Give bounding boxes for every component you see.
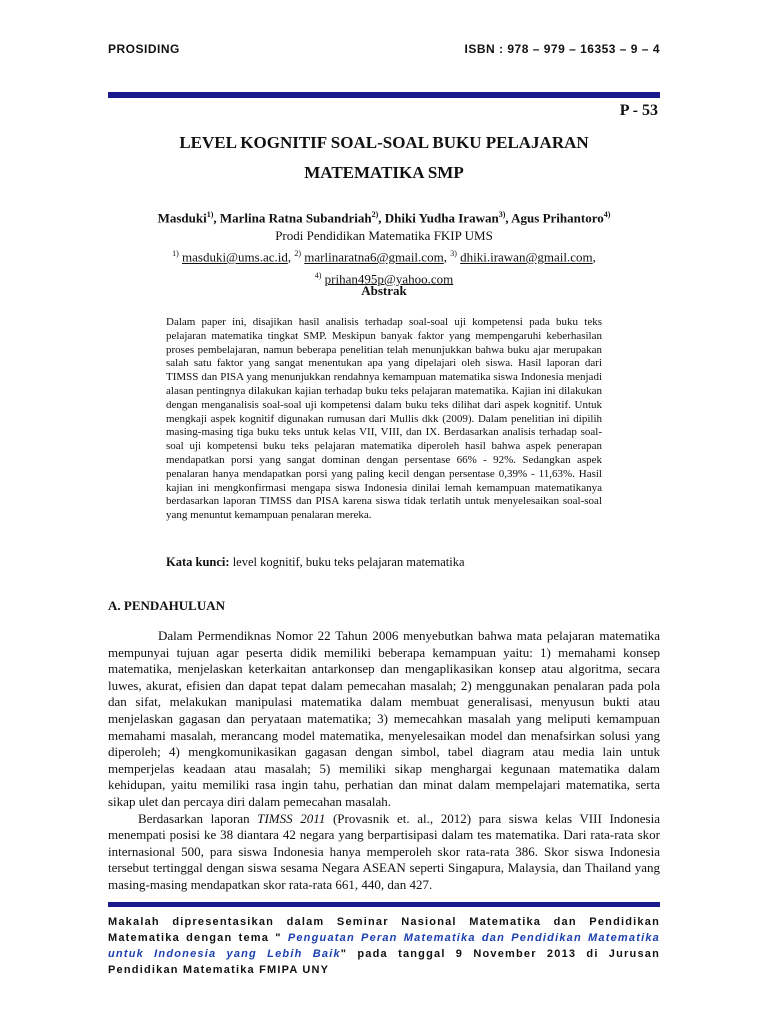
email-sup: 4) [314,270,322,280]
body-text [108,628,660,894]
page-label: P - 53 [619,102,658,119]
paragraph-italic: TIMSS 2011 [257,810,326,826]
affiliation: Prodi Pendidikan Matematika FKIP UMS [275,228,493,244]
paragraph [108,811,660,894]
page-header [108,42,660,60]
abstract-heading: Abstrak [361,283,407,298]
author-names: Masduki$^{1)}$, Marlina Ratna Subandriah$^{2)}$, Dhiki Yudha Irawan$^{3)}$, Agus Prihantoro$^{4)}$ [157,210,611,226]
email-sup: 1) [172,249,179,259]
title-line-2: MATEMATIKA SMP [304,163,464,182]
email-link[interactable]: prihan495p@yahoo.com [324,270,454,286]
footer-note [108,914,660,978]
paragraph: Dalam Permendiknas Nomor 22 Tahun 2006 menyebutkan bahwa mata pelajaran matematika mempunyai tujuan agar peserta didik memiliki beberapa kemampuan yaitu: 1) memahami konsep matematika, menjelaskan keterkaitan antarkonsep dan mengaplikasikan konsep atau algoritma, secara luwes, akurat, efisien dan dapat tepat dalam pemecahan masalah; 2) menggunakan penalaran pada pola dan sifat, melakukan manipulasi matematika dalam membuat generalisasi, menyusun bukti atau menjelaskan gagasan dan peryataan matematika; 3) memecahkan masalah yang meliputi kemampuan memahami masalah, merancang model matematika, menyelesaikan model dan menafsirkan solusi yang diperoleh; 4) mengkomunikasikan gagasan dengan simbol, tabel diagram atau media lain untuk memperjelas keadaan atau masalah; 5) memiliki sikap menghargai kegunaan matematika dalam kehidupan, yaitu memiliki rasa ingin tahu, perhatian dan minat dalam mempelajari matematika, serta sikap ulet dan percaya diri dalam pemecahan masalah. [108,628,660,809]
author-block [108,206,660,288]
author-sup: 3) [498,210,506,219]
email-link[interactable]: dhiki.irawan@gmail.com [460,249,593,265]
abstract-text: Dalam paper ini, disajikan hasil analisis terhadap soal-soal uji kompetensi pada buku teks pelajaran matematika tingkat SMP. Meskipun banyak faktor yang mempengaruhi keberhasilan proses pembelajaran, namun beberapa penelitian telah menunjukkan bahwa buku ajar merupakan salah satu faktor yang sangat menentukan apa yang dipelajari oleh siswa. Hasil laporan dari TIMSS dan PISA yang menunjukkan rendahnya kemampuan matematika siswa Indonesia menjadi alasan pentingnya dilakukan kajian terhadap buku teks pelajaran matematika. Kajian ini dilakukan dengan menganalisis soal-soal uji kompetensi dalam buku teks dilihat dari aspek kognitif. Untuk mengkaji aspek kognitif digunakan rumusan dari Mullis dkk (2009). Dalam penelitian ini dipilih masing-masing tiga buku teks untuk kelas VII, VIII, dan IX. Berdasarkan analisis terhadap soal-soal uji kompetensi buku teks pelajaran matematika diperoleh hasil bahwa aspek penerapan mendapatkan porsi yang sangat dominan dengan persentase 66% - 92%. Sedangkan aspek penalaran hanya mendapatkan porsi yang paling kecil dengan persentase 0,39% - 11,63%. Hasil kajian ini mengkonfirmasi mengapa siswa Indonesia dinilai lemah kemampuan matematikanya berdasarkan laporan TIMSS dan PISA karena siswa tidak terlatih untuk menyelesaikan soal-soal yang menuntut kemampuan penalaran mereka. [166,316,602,522]
author-name: Agus Prihantoro [511,210,604,226]
email-sup: 2) [294,249,302,259]
author-name: Dhiki Yudha Irawan [384,210,499,226]
author-name: Masduki [157,210,207,226]
paragraph-text: (Provasnik et. al., 2012) para siswa kelas VIII Indonesia menempati posisi ke 38 diantara 42 negara yang berpartisipasi dalam tes matematika. Dari rata-rata skor internasional 500, para siswa Indonesia hanya memperoleh skor rata-rata 386. Skor siswa Indonesia tersebut tertinggal dengan siswa sesama Negara ASEAN seperti Singapura, Malaysia, dan Thailand yang masing-masing mendapatkan skor rata-rata 661, 440, dan 427. [108,810,660,892]
author-sup: 4) [603,210,611,219]
footer-theme: Penguatan Peran Matematika dan Pendidikan Matematika untuk Indonesia yang Lebih Baik [108,932,660,960]
email-sup: 3) [450,249,457,259]
section-heading: A. PENDAHULUAN [108,598,225,613]
keywords-text: level kognitif, buku teks pelajaran matematika [229,555,465,569]
keywords-label: Kata kunci: [166,555,230,569]
paper-title [108,128,660,188]
proceedings-label: PROSIDING [108,42,180,56]
title-line-1: LEVEL KOGNITIF SOAL-SOAL BUKU PELAJARAN [179,133,589,152]
footer-text: Makalah dipresentasikan dalam Seminar Nasional Matematika dan Pendidikan Matematika dengan tema " [108,916,660,944]
keywords [166,555,602,570]
author-name: Marlina Ratna Subandriah [219,210,372,226]
isbn-label: ISBN : 978 – 979 – 16353 – 9 – 4 [464,42,660,56]
header-rule [108,92,660,98]
email-line-1: $^{1)}$ masduki@ums.ac.id, $^{2)}$ marlinaratna6@gmail.com, $^{3)}$ dhiki.irawan@gmail.com, [172,249,596,265]
email-link[interactable]: masduki@ums.ac.id [182,249,288,265]
email-link[interactable]: marlinaratna6@gmail.com [304,249,444,265]
author-sup: 2) [371,210,379,219]
footer-rule [108,902,660,907]
footer-text: " pada tanggal 9 November 2013 di Jurusan Pendidikan Matematika FMIPA UNY [108,948,660,976]
paragraph-text: Berdasarkan laporan [138,810,258,826]
author-sup: 1) [206,210,214,219]
